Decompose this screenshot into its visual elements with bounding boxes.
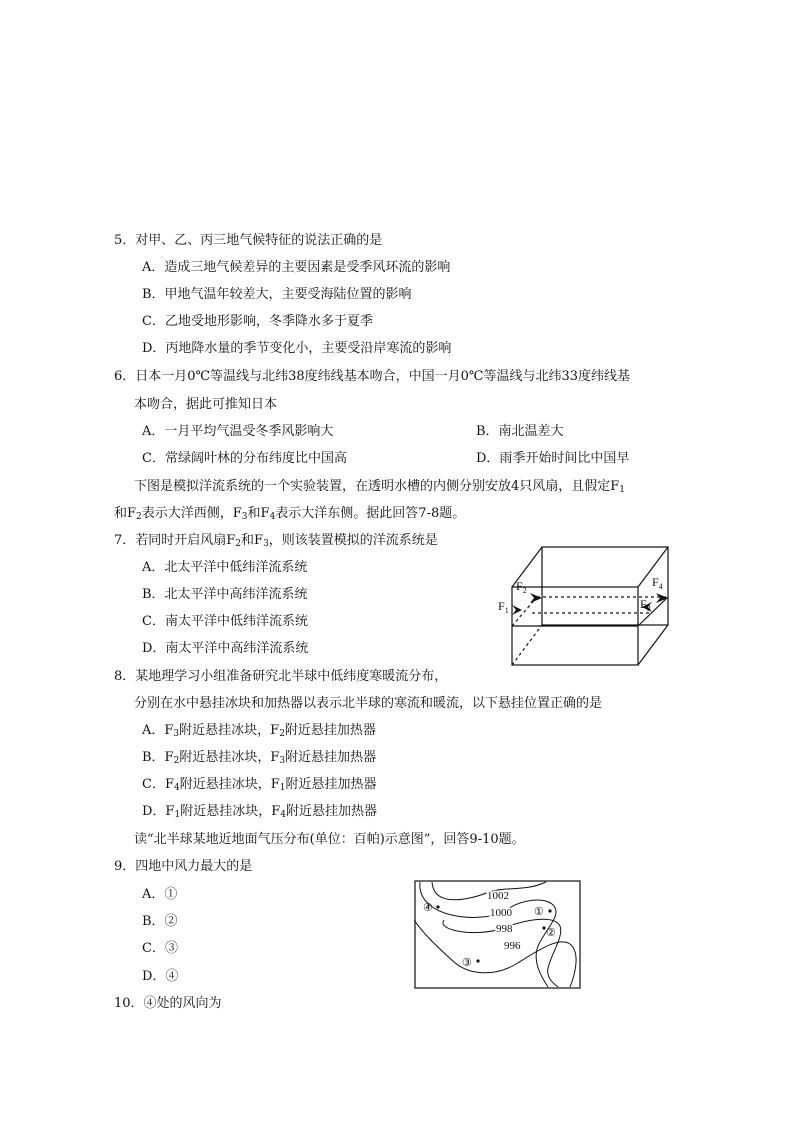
q7-stem-text: 和F bbox=[241, 533, 264, 548]
q7-option-c: C．南太平洋中低纬洋流系统 bbox=[142, 614, 308, 629]
q9-option-c: C．③ bbox=[142, 941, 178, 956]
option-text: 附近悬挂加热器 bbox=[284, 723, 376, 738]
q5-option-a: A．造成三地气候差异的主要因素是受季风环流的影响 bbox=[142, 260, 451, 275]
point-4-dot bbox=[436, 905, 439, 908]
q7-stem-text: 7．若同时开启风扇F bbox=[114, 533, 236, 548]
subscript: 1 bbox=[174, 810, 181, 820]
intro-7-8-line2 bbox=[114, 505, 465, 526]
subscript: 2 bbox=[136, 512, 142, 522]
q6-stem-line1: 6．日本一月0℃等温线与北纬38度纬线基本吻合，中国一月0℃等温线与北纬33度纬线基 bbox=[114, 369, 630, 384]
isobar-label-1002: 1002 bbox=[487, 890, 509, 902]
intro-9-10: 读“北半球某地近地面气压分布(单位：百帕)示意图”，回答9-10题。 bbox=[134, 832, 525, 847]
q8-stem-line1: 8．某地理学习小组准备研究北半球中低纬度寒暖流分布， bbox=[114, 669, 448, 684]
option-text: 附近悬挂加热器 bbox=[285, 804, 377, 819]
q8-option-c bbox=[142, 776, 376, 797]
water-tank-diagram bbox=[492, 542, 674, 674]
q7-stem bbox=[114, 532, 438, 553]
q6-option-d: D．雨季开始时间比中国早 bbox=[476, 451, 630, 466]
q8-option-b bbox=[142, 749, 376, 770]
q7-option-d: D．南太平洋中高纬洋流系统 bbox=[142, 641, 309, 656]
subscript: 3 bbox=[263, 539, 269, 549]
isobar-label-998: 998 bbox=[496, 923, 513, 935]
q6-option-c: C．常绿阔叶林的分布纬度比中国高 bbox=[142, 451, 347, 466]
q7-stem-text: ，则该装置模拟的洋流系统是 bbox=[268, 533, 438, 548]
fan-f1-icon bbox=[512, 605, 522, 615]
tank-edge bbox=[638, 625, 668, 665]
point-1-label: ① bbox=[534, 906, 544, 918]
option-text: C．F bbox=[142, 777, 174, 792]
subscript: 3 bbox=[279, 756, 286, 766]
subscript: 4 bbox=[173, 783, 180, 793]
subscript: 4 bbox=[280, 810, 286, 820]
q5-option-b: B．甲地气温年较差大，主要受海陆位置的影响 bbox=[142, 287, 412, 302]
q7-option-b: B．北太平洋中高纬洋流系统 bbox=[142, 587, 308, 602]
subscript: 1 bbox=[619, 485, 626, 495]
option-text: B．F bbox=[142, 750, 174, 765]
q9-stem: 9．四地中风力最大的是 bbox=[114, 859, 253, 874]
point-3-dot bbox=[476, 959, 479, 962]
subscript: 4 bbox=[269, 512, 276, 522]
isobar-label-996: 996 bbox=[504, 940, 521, 952]
q6-option-b: B．南北温差大 bbox=[476, 424, 564, 439]
q9-option-a: A．① bbox=[142, 887, 178, 902]
option-text: 附近悬挂加热器 bbox=[285, 750, 377, 765]
q8-option-a bbox=[142, 722, 376, 743]
q6-stem-line2: 本吻合，据此可推知日本 bbox=[134, 397, 278, 412]
option-text: 附近悬挂冰块，F bbox=[180, 804, 281, 819]
q5-stem: 5．对甲、乙、丙三地气候特征的说法正确的是 bbox=[114, 233, 383, 248]
intro-text: 和F bbox=[247, 506, 270, 521]
pressure-isobar-map bbox=[414, 880, 582, 990]
option-text: D．F bbox=[142, 804, 175, 819]
option-text: 附近悬挂冰块，F bbox=[179, 723, 280, 738]
q10-stem: 10．④处的风向为 bbox=[114, 996, 222, 1011]
q5-option-d: D．丙地降水量的季节变化小，主要受沿岸寒流的影响 bbox=[142, 341, 452, 356]
option-text: A．F bbox=[142, 723, 174, 738]
subscript: 3 bbox=[241, 512, 248, 522]
subscript: 2 bbox=[173, 756, 180, 766]
q5-option-c: C．乙地受地形影响，冬季降水多于夏季 bbox=[142, 314, 373, 329]
option-text: 附近悬挂冰块，F bbox=[179, 750, 280, 765]
intro-text: 下图是模拟洋流系统的一个实验装置，在透明水槽的内侧分别安放4只风扇，且假定F bbox=[134, 479, 620, 494]
intro-text: 表示大洋西侧，F bbox=[141, 506, 242, 521]
q6-option-a: A．一月平均气温受冬季风影响大 bbox=[142, 424, 334, 439]
option-text: 附近悬挂冰块，F bbox=[179, 777, 280, 792]
subscript: 1 bbox=[279, 783, 286, 793]
point-4-label: ④ bbox=[423, 902, 433, 914]
fan-f3-label: $F_3$ bbox=[640, 597, 651, 613]
tank-edge-hidden bbox=[512, 625, 542, 665]
q7-option-a: A．北太平洋中低纬洋流系统 bbox=[142, 560, 308, 575]
q8-option-d bbox=[142, 803, 377, 824]
intro-text: 和F bbox=[114, 506, 137, 521]
option-text: 附近悬挂加热器 bbox=[285, 777, 377, 792]
fan-f2-icon bbox=[530, 593, 542, 603]
fan-f2-label: $F_2$ bbox=[516, 579, 527, 595]
fan-f1-label: $F_1$ bbox=[498, 599, 509, 615]
intro-text: 表示大洋东侧。据此回答7-8题。 bbox=[275, 506, 466, 521]
point-1-dot bbox=[548, 909, 551, 912]
subscript: 2 bbox=[235, 539, 242, 549]
point-3-label: ③ bbox=[462, 957, 472, 969]
point-2-label: ② bbox=[546, 927, 556, 939]
q9-option-d: D．④ bbox=[142, 969, 179, 984]
fan-f4-label: $F_4$ bbox=[652, 575, 663, 591]
q8-stem-line2: 分别在水中悬挂冰块和加热器以表示北半球的寒流和暖流，以下悬挂位置正确的是 bbox=[134, 696, 603, 711]
subscript: 3 bbox=[173, 729, 180, 739]
point-2-dot bbox=[542, 926, 545, 929]
isobar-label-1000: 1000 bbox=[490, 907, 512, 919]
subscript: 2 bbox=[279, 729, 285, 739]
intro-7-8-line1 bbox=[134, 478, 625, 499]
fan-f4-icon bbox=[656, 593, 668, 603]
q9-option-b: B．② bbox=[142, 914, 178, 929]
